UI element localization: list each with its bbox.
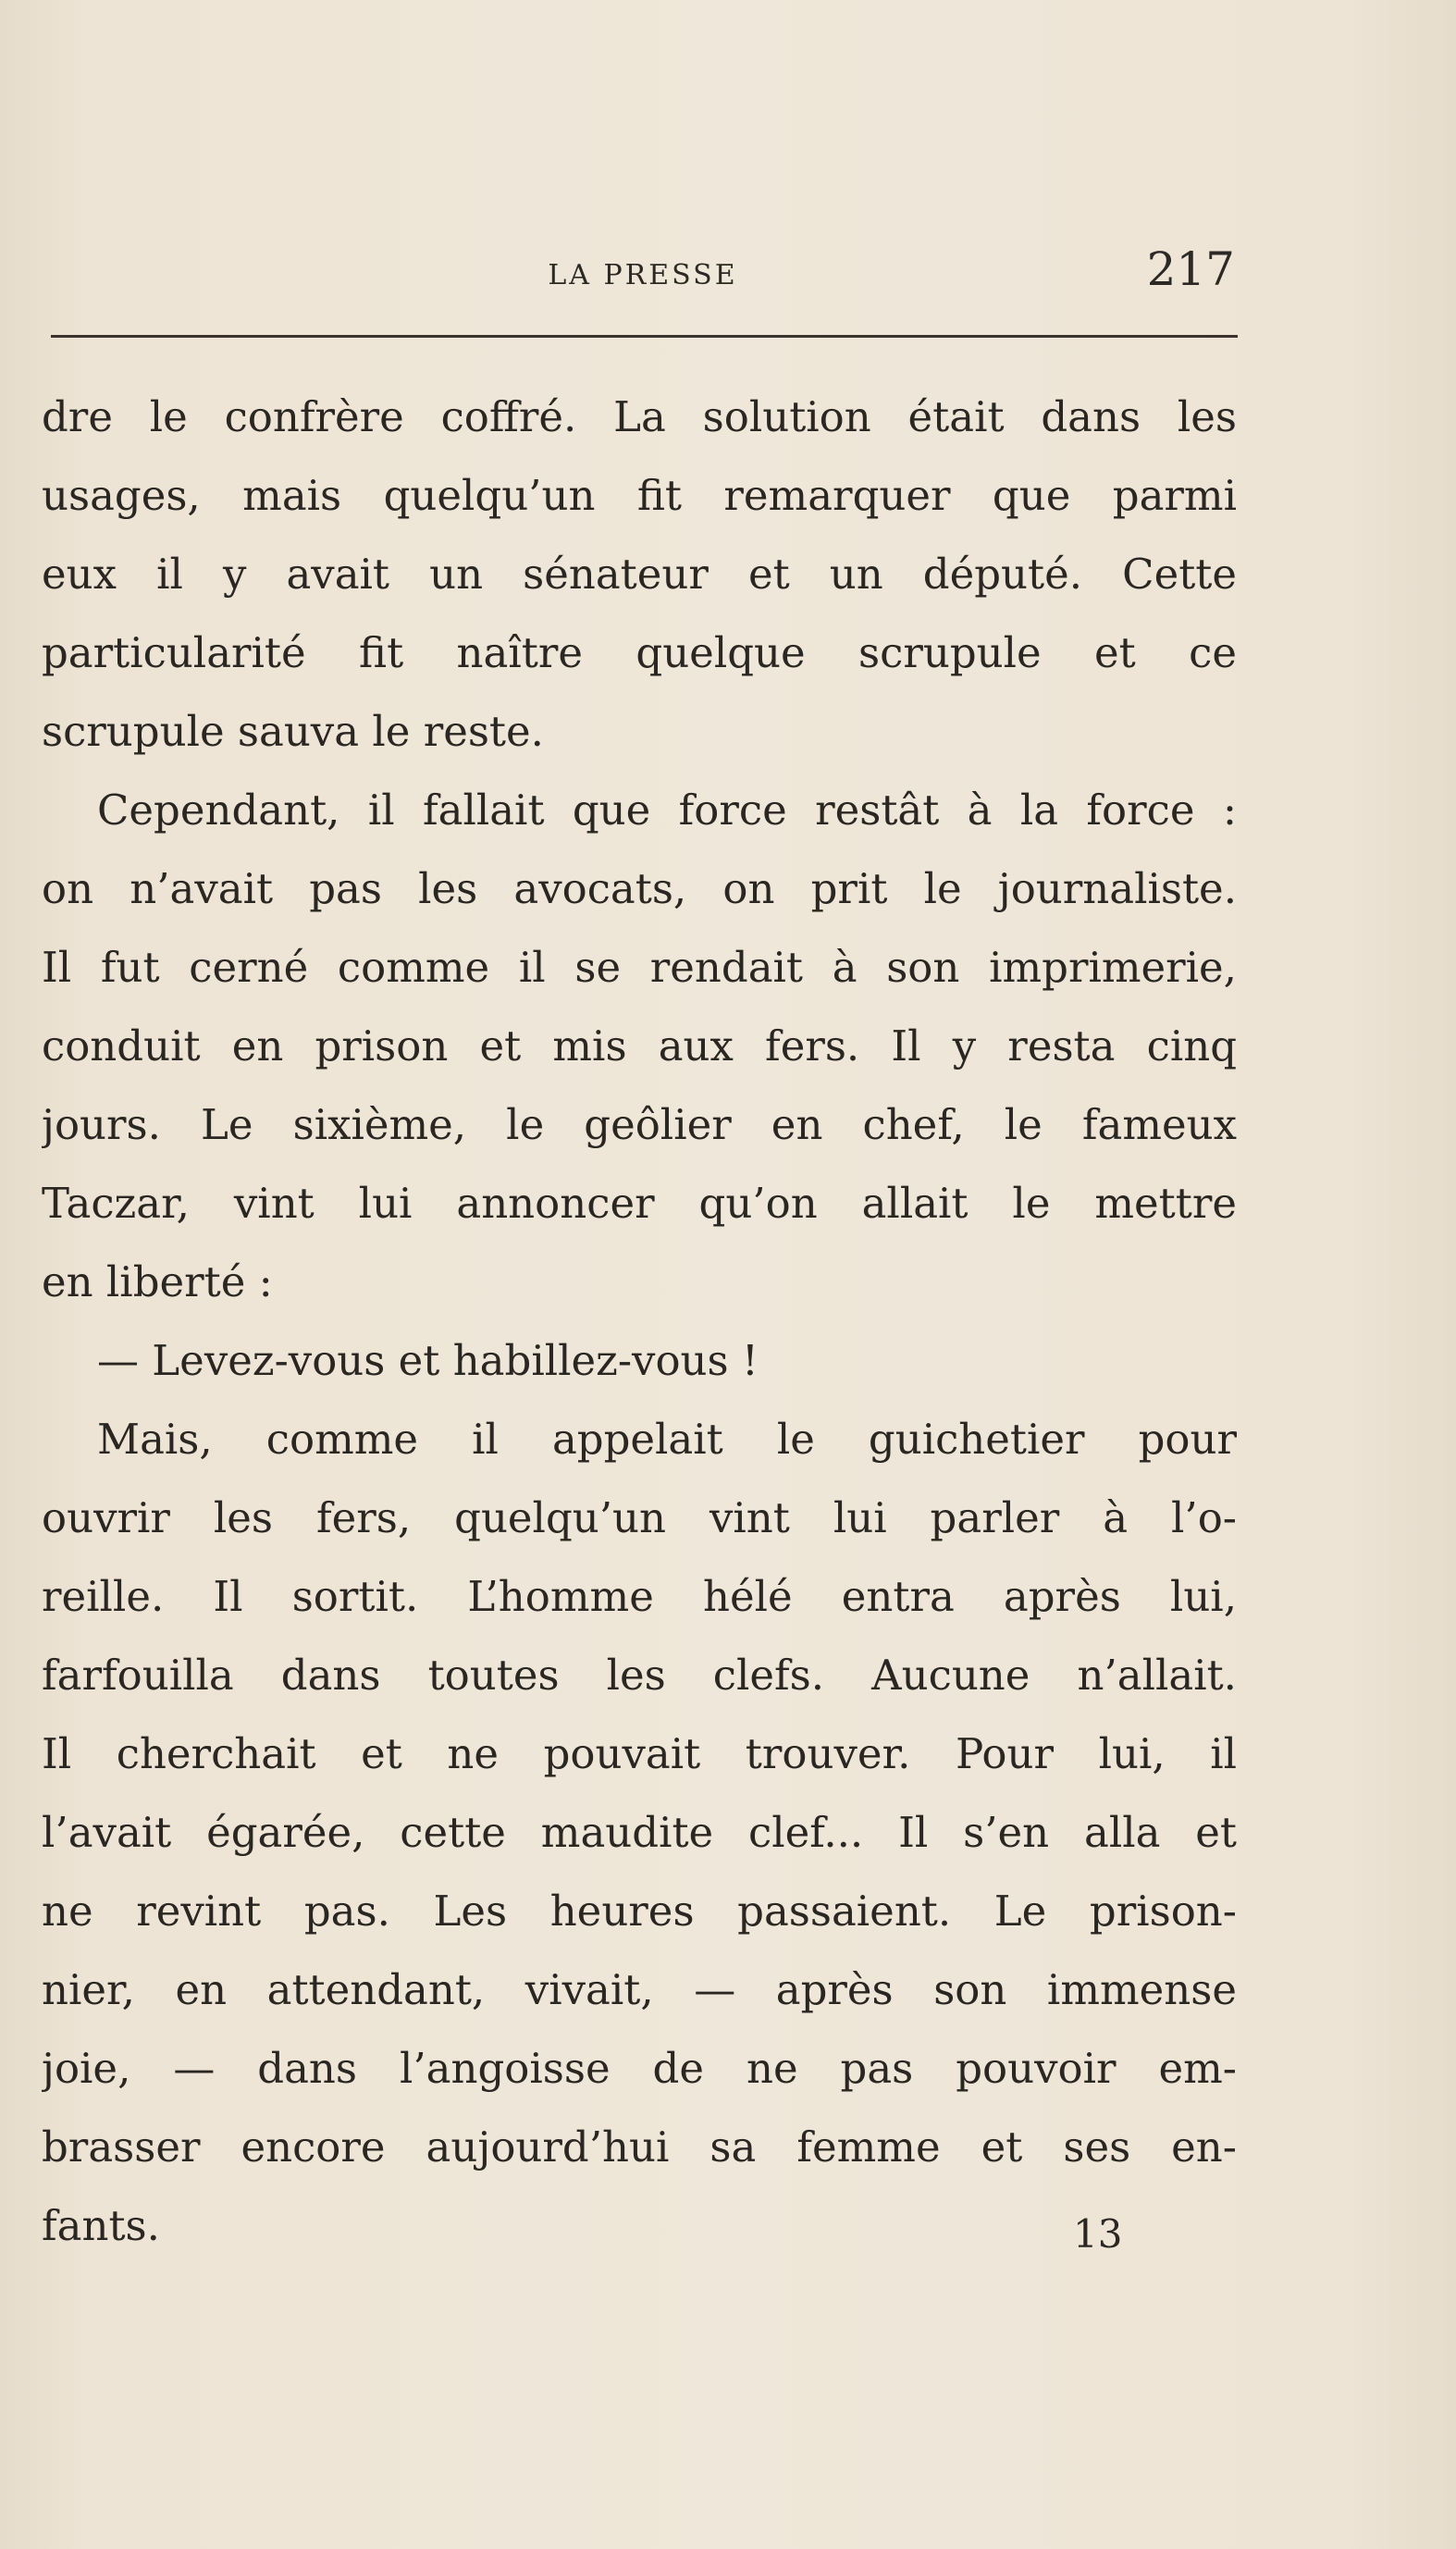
text-line: Cependant, il fallait que force restât à la force :: [97, 786, 1237, 835]
body-text: [42, 377, 1237, 2265]
text-line: reille. Il sortit. L’homme hélé entra après lui,: [42, 1572, 1237, 1621]
text-line: Taczar, vint lui annoncer qu’on allait le mettre: [42, 1179, 1237, 1228]
text-line: usages, mais quelqu’un fit remarquer que parmi: [42, 471, 1237, 520]
text-line: fants.: [42, 2201, 160, 2250]
text-line: Il cherchait et ne pouvait trouver. Pour lui, il: [42, 1729, 1237, 1778]
text-line: en liberté :: [42, 1257, 273, 1306]
text-line: Mais, comme il appelait le guichetier pour: [97, 1415, 1237, 1464]
running-title: LA PRESSE: [548, 259, 738, 291]
text-line: dre le confrère coffré. La solution était dans les: [42, 392, 1237, 441]
text-line: ouvrir les fers, quelqu’un vint lui parler à l’o-: [42, 1493, 1237, 1542]
text-line: nier, en attendant, vivait, — après son immense: [42, 1965, 1237, 2014]
text-line: jours. Le sixième, le geôlier en chef, le fameux: [42, 1100, 1237, 1149]
text-line: conduit en prison et mis aux fers. Il y resta cinq: [42, 1021, 1237, 1070]
text-line: particularité fit naître quelque scrupule et ce: [42, 628, 1237, 677]
header-rule: [51, 335, 1238, 338]
page-number: 217: [1146, 242, 1235, 296]
running-head: [51, 242, 1235, 307]
text-line: joie, — dans l’angoisse de ne pas pouvoir em-: [42, 2044, 1237, 2093]
text-line: on n’avait pas les avocats, on prit le journaliste.: [42, 864, 1237, 913]
text-line: eux il y avait un sénateur et un député. Cette: [42, 550, 1237, 599]
text-line: l’avait égarée, cette maudite clef... Il s’en alla et: [42, 1808, 1237, 1857]
text-line: brasser encore aujourd’hui sa femme et ses en-: [42, 2122, 1237, 2172]
text-line: ne revint pas. Les heures passaient. Le prison-: [42, 1887, 1237, 1936]
signature-mark: 13: [1073, 2211, 1123, 2257]
text-line: farfouilla dans toutes les clefs. Aucune n’allait.: [42, 1651, 1237, 1700]
text-line: scrupule sauva le reste.: [42, 707, 544, 756]
text-line: — Levez-vous et habillez-vous !: [97, 1336, 759, 1385]
text-line: Il fut cerné comme il se rendait à son imprimerie,: [42, 943, 1237, 992]
